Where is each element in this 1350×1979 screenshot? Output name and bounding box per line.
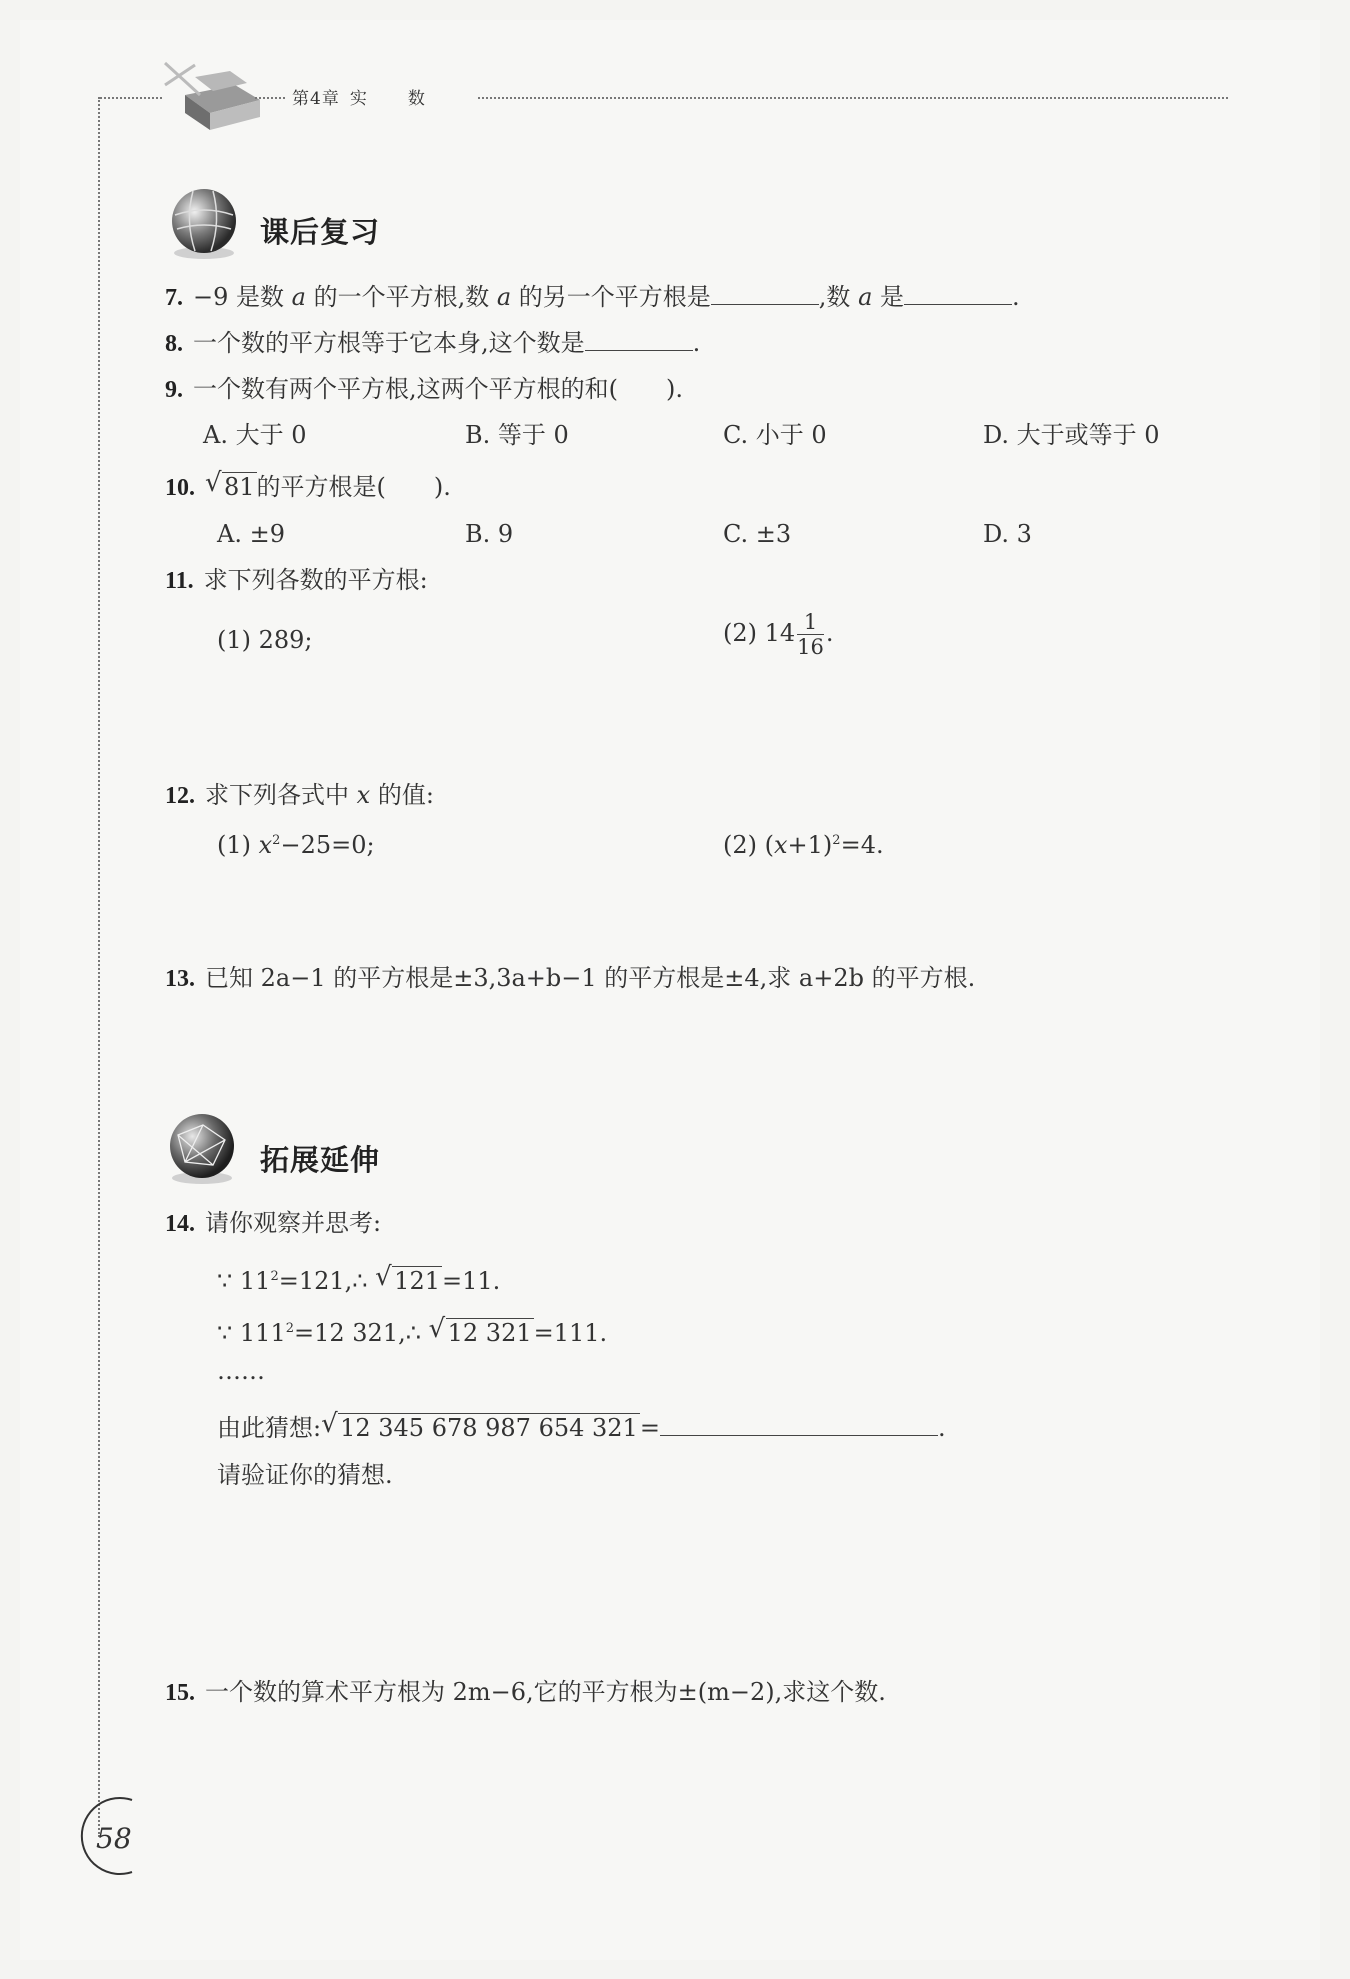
option-c[interactable]: C. 小于 0	[723, 421, 827, 449]
option-b[interactable]: B. 9	[465, 520, 514, 548]
option-d[interactable]: D. 大于或等于 0	[983, 421, 1160, 449]
section-title-review: 课后复习	[260, 215, 381, 249]
chapter-logo-icon	[155, 55, 265, 135]
network-globe-icon	[163, 1110, 241, 1188]
question-15: 15. 一个数的算术平方根为 2m−6,它的平方根为±(m−2),求这个数.	[165, 1678, 886, 1706]
answer-blank[interactable]	[660, 1417, 938, 1436]
answer-blank[interactable]	[711, 286, 819, 305]
globe-icon	[165, 185, 243, 263]
question-11-part-2: (2) 14 $\frac{1}{16}$ .	[723, 610, 834, 659]
option-c[interactable]: C. ±3	[723, 520, 792, 548]
ellipsis: ……	[217, 1357, 265, 1385]
section-title-extend: 拓展延伸	[260, 1143, 381, 1177]
question-12-part-2: (2) $(x+1)^2=4$.	[723, 831, 884, 859]
answer-blank[interactable]	[904, 286, 1012, 305]
header-rule-left	[100, 97, 162, 99]
sqrt-expression: √ 12 345 678 987 654 321	[321, 1409, 638, 1442]
margin-rule	[98, 97, 100, 1837]
page-number: 58	[96, 1822, 132, 1855]
option-b[interactable]: B. 等于 0	[465, 421, 569, 449]
question-14-line-1: ∵ $11^2=121,\therefore$ √ 121=11.	[217, 1262, 501, 1295]
option-a[interactable]: A. 大于 0	[203, 421, 307, 449]
question-11: 11. 求下列各数的平方根:	[165, 566, 428, 594]
header-rule-right	[478, 97, 1228, 99]
option-d[interactable]: D. 3	[983, 520, 1032, 548]
question-13: 13. 已知 2a−1 的平方根是±3,3a+b−1 的平方根是±4,求 a+2b 的平方根.	[165, 964, 976, 992]
question-14-line-2: ∵ $111^2=12$ 321,∴ √ 12 321=111.	[217, 1314, 608, 1347]
question-8: 8. 一个数的平方根等于它本身,这个数是 .	[165, 329, 701, 357]
sqrt-expression: √ 121	[375, 1262, 440, 1295]
question-14: 14. 请你观察并思考:	[165, 1209, 382, 1237]
option-a[interactable]: A. ±9	[217, 520, 285, 548]
question-10: 10. √ 81的平方根是( ).	[165, 468, 451, 501]
question-7: 7. −9 是数 a 的一个平方根,数 a 的另一个平方根是 ,数 a 是 .	[165, 283, 1020, 311]
answer-blank[interactable]	[585, 332, 693, 351]
sqrt-expression: √ 12 321	[428, 1314, 532, 1347]
fraction: $\frac{1}{16}$	[797, 610, 824, 659]
sqrt-expression: √ 81	[205, 468, 255, 501]
question-14-guess: 由此猜想: √ 12 345 678 987 654 321= .	[217, 1409, 946, 1442]
question-11-part-1: (1) 289;	[217, 626, 313, 654]
header-title: 第4章 实 数	[292, 89, 426, 109]
question-12-part-1: (1) $x^2-25=0$;	[217, 831, 375, 859]
question-12: 12. 求下列各式中 x 的值:	[165, 781, 434, 809]
header-rule-mid	[255, 97, 285, 99]
question-9: 9. 一个数有两个平方根,这两个平方根的和( ).	[165, 375, 683, 403]
question-14-verify: 请验证你的猜想.	[217, 1461, 393, 1489]
